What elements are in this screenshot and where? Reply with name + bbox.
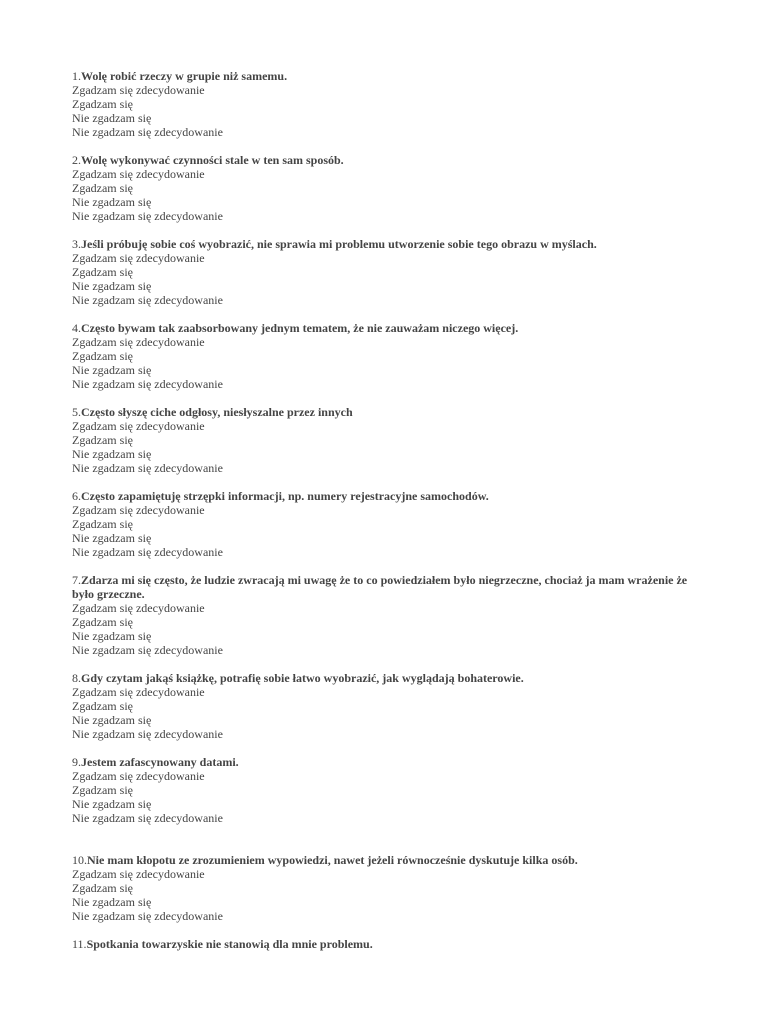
question-text: [72, 671, 702, 685]
answer-option: Zgadzam się zdecydowanie: [72, 503, 205, 517]
question-number: 1.: [72, 69, 81, 83]
answer-option: Zgadzam się zdecydowanie: [72, 83, 205, 97]
answer-option: Nie zgadzam się: [72, 279, 152, 293]
answer-option: Nie zgadzam się zdecydowanie: [72, 461, 223, 475]
question-number: 10.: [72, 853, 87, 867]
question-text: [72, 237, 702, 251]
question-body: Często zapamiętuję strzępki informacji, np. numery rejestracyjne samochodów.: [81, 489, 489, 503]
answer-option: Nie zgadzam się: [72, 447, 152, 461]
answer-option: Nie zgadzam się zdecydowanie: [72, 811, 223, 825]
answer-option: Nie zgadzam się zdecydowanie: [72, 545, 223, 559]
answer-option: Zgadzam się: [72, 181, 133, 195]
question-body: Wolę robić rzeczy w grupie niż samemu.: [81, 69, 288, 83]
question-body: Zdarza mi się często, że ludzie zwracają mi uwagę że to co powiedziałem było niegrzeczne, chociaż ja mam wrażenie że było grzeczne.: [72, 573, 688, 601]
answer-option: Nie zgadzam się: [72, 895, 152, 909]
question-text: [72, 937, 702, 951]
question-number: 2.: [72, 153, 81, 167]
question-number: 8.: [72, 671, 81, 685]
answer-option: Zgadzam się zdecydowanie: [72, 867, 205, 881]
question-3: [72, 237, 702, 307]
question-number: 11.: [72, 937, 87, 951]
question-2: [72, 153, 702, 223]
question-number: 5.: [72, 405, 81, 419]
answer-option: Zgadzam się zdecydowanie: [72, 769, 205, 783]
question-number: 6.: [72, 489, 81, 503]
question-body: Wolę wykonywać czynności stale w ten sam sposób.: [81, 153, 344, 167]
question-8: [72, 671, 702, 741]
answer-option: Nie zgadzam się: [72, 531, 152, 545]
question-body: Jeśli próbuję sobie coś wyobrazić, nie sprawia mi problemu utworzenie sobie tego obrazu w myślach.: [81, 237, 597, 251]
answer-option: Nie zgadzam się: [72, 713, 152, 727]
answer-option: Nie zgadzam się zdecydowanie: [72, 125, 223, 139]
answer-option: Zgadzam się: [72, 615, 133, 629]
answer-option: Zgadzam się zdecydowanie: [72, 251, 205, 265]
answer-option: Zgadzam się: [72, 433, 133, 447]
answer-option: Nie zgadzam się: [72, 111, 152, 125]
question-text: [72, 321, 702, 335]
question-9: [72, 755, 702, 825]
question-number: 3.: [72, 237, 81, 251]
question-text: [72, 489, 702, 503]
answer-option: Nie zgadzam się zdecydowanie: [72, 377, 223, 391]
question-10: [72, 853, 702, 923]
question-4: [72, 321, 702, 391]
answer-option: Nie zgadzam się zdecydowanie: [72, 643, 223, 657]
question-text: [72, 573, 702, 601]
answer-option: Zgadzam się zdecydowanie: [72, 419, 205, 433]
question-number: 4.: [72, 321, 81, 335]
answer-option: Nie zgadzam się zdecydowanie: [72, 209, 223, 223]
question-text: [72, 69, 702, 83]
answer-option: Nie zgadzam się: [72, 195, 152, 209]
answer-option: Zgadzam się: [72, 517, 133, 531]
question-7: [72, 573, 702, 657]
answer-option: Zgadzam się: [72, 265, 133, 279]
answer-option: Zgadzam się zdecydowanie: [72, 685, 205, 699]
question-body: Często bywam tak zaabsorbowany jednym tematem, że nie zauważam niczego więcej.: [81, 321, 519, 335]
question-body: Często słyszę ciche odgłosy, niesłyszalne przez innych: [81, 405, 353, 419]
answer-option: Zgadzam się: [72, 783, 133, 797]
question-number: 9.: [72, 755, 81, 769]
question-body: Jestem zafascynowany datami.: [81, 755, 239, 769]
question-6: [72, 489, 702, 559]
question-1: [72, 69, 702, 139]
answer-option: Zgadzam się: [72, 349, 133, 363]
answer-option: Nie zgadzam się zdecydowanie: [72, 727, 223, 741]
questionnaire-document: [72, 69, 702, 965]
answer-option: Zgadzam się: [72, 881, 133, 895]
question-text: [72, 405, 702, 419]
question-text: [72, 755, 702, 769]
answer-option: Zgadzam się: [72, 97, 133, 111]
answer-option: Zgadzam się: [72, 699, 133, 713]
question-body: Spotkania towarzyskie nie stanowią dla mnie problemu.: [86, 937, 373, 951]
question-5: [72, 405, 702, 475]
question-text: [72, 153, 702, 167]
question-11: [72, 937, 702, 951]
question-text: [72, 853, 702, 867]
answer-option: Nie zgadzam się zdecydowanie: [72, 909, 223, 923]
question-number: 7.: [72, 573, 81, 587]
answer-option: Nie zgadzam się zdecydowanie: [72, 293, 223, 307]
question-body: Gdy czytam jakąś książkę, potrafię sobie łatwo wyobrazić, jak wyglądają bohaterowie.: [81, 671, 524, 685]
answer-option: Nie zgadzam się: [72, 363, 152, 377]
answer-option: Zgadzam się zdecydowanie: [72, 167, 205, 181]
answer-option: Nie zgadzam się: [72, 797, 152, 811]
answer-option: Zgadzam się zdecydowanie: [72, 601, 205, 615]
answer-option: Zgadzam się zdecydowanie: [72, 335, 205, 349]
answer-option: Nie zgadzam się: [72, 629, 152, 643]
question-body: Nie mam kłopotu ze zrozumieniem wypowiedzi, nawet jeżeli równocześnie dyskutuje kilka osób.: [87, 853, 578, 867]
